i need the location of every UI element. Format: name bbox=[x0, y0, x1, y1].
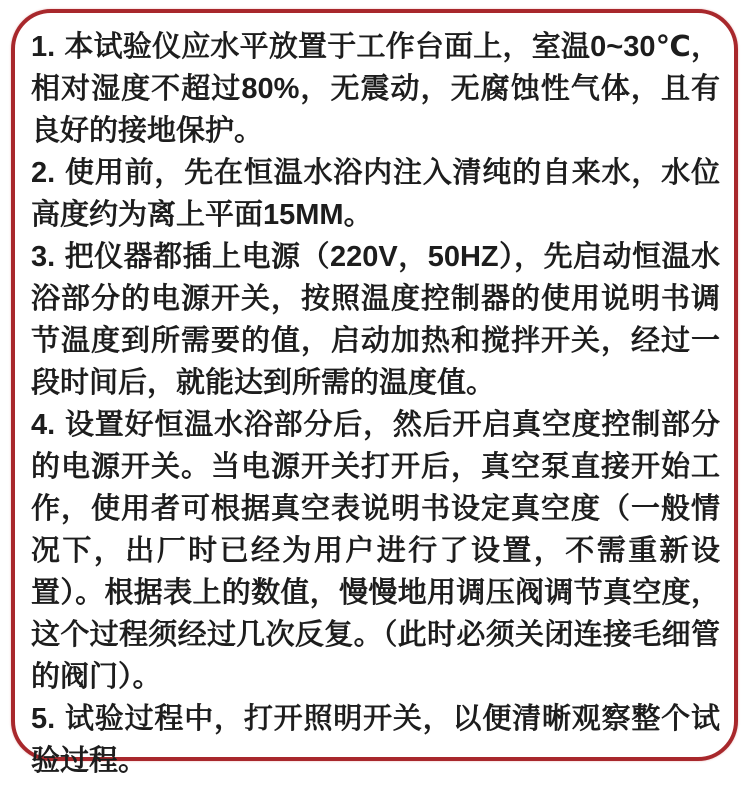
instruction-number: 4. bbox=[31, 409, 56, 441]
instruction-text: 本试验仪应水平放置于工作台面上，室温0~30℃，相对湿度不超过80%，无震动，无腐蚀性气体，且有良好的接地保护。 bbox=[31, 31, 720, 147]
instruction-item-5 bbox=[31, 698, 720, 782]
instruction-text: 把仪器都插上电源（220V，50HZ），先启动恒温水浴部分的电源开关，按照温度控制器的使用说明书调节温度到所需要的值，启动加热和搅拌开关，经过一段时间后，就能达到所需的温度值。 bbox=[31, 241, 720, 399]
instruction-number: 3. bbox=[31, 241, 56, 273]
instruction-number: 1. bbox=[31, 31, 56, 63]
instruction-text: 使用前，先在恒温水浴内注入清纯的自来水，水位高度约为离上平面15MM。 bbox=[31, 157, 720, 231]
instruction-number: 2. bbox=[31, 157, 56, 189]
instruction-text: 设置好恒温水浴部分后，然后开启真空度控制部分的电源开关。当电源开关打开后，真空泵直接开始工作，使用者可根据真空表说明书设定真空度（一般情况下，出厂时已经为用户进行了设置，不需重新设置）。根据表上的数值，慢慢地用调压阀调节真空度，这个过程须经过几次反复。（此时必须关闭连接毛细管的阀门）。 bbox=[31, 409, 720, 693]
instruction-number: 5. bbox=[31, 703, 56, 735]
instruction-item-2 bbox=[31, 152, 720, 236]
instruction-text: 试验过程中，打开照明开关，以便清晰观察整个试验过程。 bbox=[31, 703, 720, 777]
instructions-list bbox=[31, 26, 720, 782]
instructions-panel bbox=[11, 9, 738, 777]
instruction-item-1 bbox=[31, 26, 720, 152]
instruction-item-3 bbox=[31, 236, 720, 404]
instruction-item-4 bbox=[31, 404, 720, 698]
